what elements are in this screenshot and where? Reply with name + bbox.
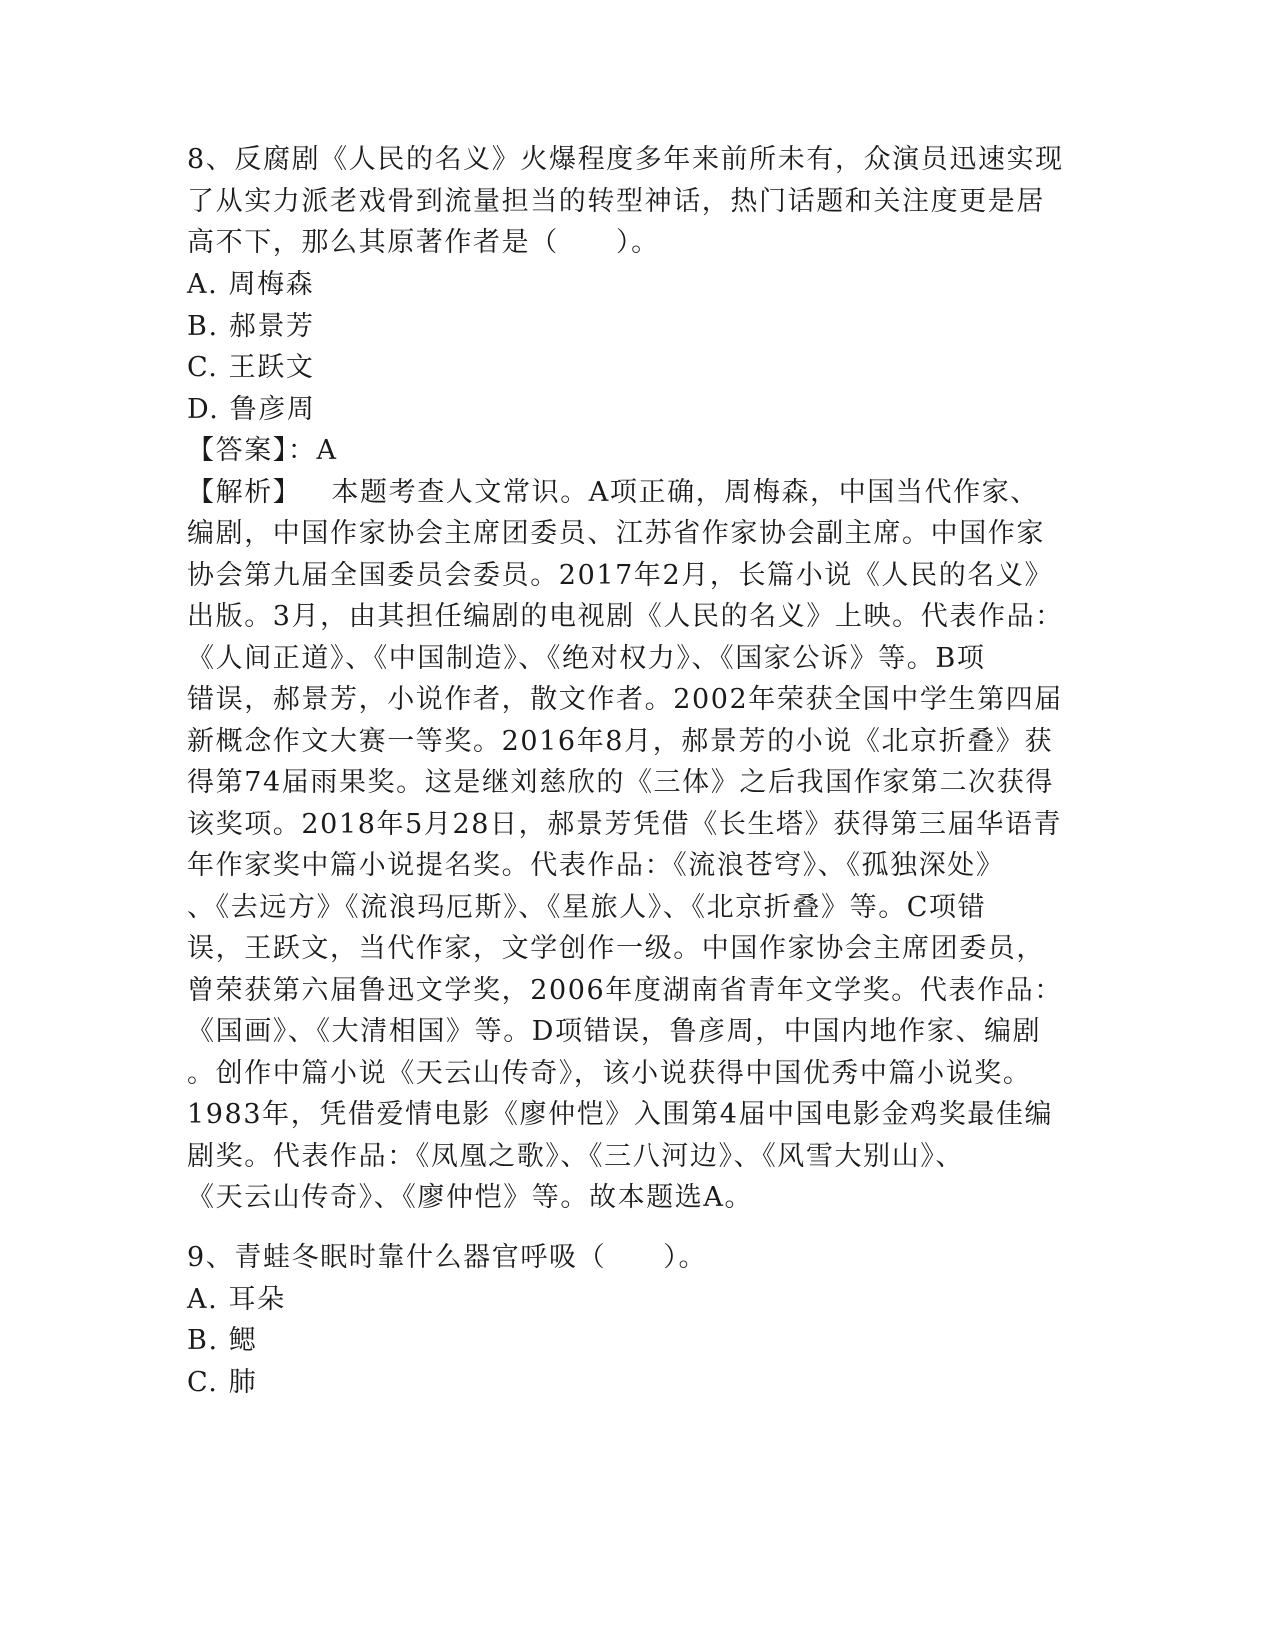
analysis-label: 【解析】 xyxy=(187,477,302,508)
q8-option-a: A. 周梅森 xyxy=(187,269,315,300)
analysis-line: 《国画》、《大清相国》等。D项错误，鲁彦周，中国内地作家、编剧 xyxy=(187,1016,1042,1047)
analysis-line: 出版。3月，由其担任编剧的电视剧《人民的名义》上映。代表作品： xyxy=(187,601,1064,632)
analysis-line: 曾荣获第六届鲁迅文学奖，2006年度湖南省青年文学奖。代表作品： xyxy=(187,975,1063,1006)
analysis-line: 剧奖。代表作品：《凤凰之歌》、《三八河边》、《风雪大别山》、 xyxy=(187,1141,964,1172)
analysis-line: 误，王跃文，当代作家，文学创作一级。中国作家协会主席团委员， xyxy=(187,933,1045,964)
analysis-line: 得第74届雨果奖。这是继刘慈欣的《三体》之后我国作家第二次获得 xyxy=(187,767,1054,798)
analysis-line: 错误，郝景芳，小说作者，散文作者。2002年荣获全国中学生第四届 xyxy=(187,684,1063,715)
analysis-line: 。创作中篇小说《天云山传奇》，该小说获得中国优秀中篇小说奖。 xyxy=(187,1058,1032,1089)
q8-stem-line: 了从实力派老戏骨到流量担当的转型神话，热门话题和关注度更是居 xyxy=(187,186,1045,217)
q8-stem-line: 高不下，那么其原著作者是（ ）。 xyxy=(187,227,660,258)
analysis-line: 新概念作文大赛一等奖。2016年8月，郝景芳的小说《北京折叠》获 xyxy=(187,726,1054,757)
analysis-text: 本题考查人文常识。A项正确，周梅森，中国当代作家、 xyxy=(331,477,1039,508)
analysis-line: 该奖项。2018年5月28日，郝景芳凭借《长生塔》获得第三届华语青 xyxy=(187,809,1063,840)
q9-option-c: C. 肺 xyxy=(187,1367,258,1398)
answer-label: 【答案】： xyxy=(187,435,317,466)
analysis-line: 、《去远方》《流浪玛厄斯》、《星旅人》、《北京折叠》等。C项错 xyxy=(187,892,987,923)
analysis-line: 编剧，中国作家协会主席团委员、江苏省作家协会副主席。中国作家 xyxy=(187,518,1045,549)
answer-value: A xyxy=(316,435,338,466)
analysis-line: 《人间正道》、《中国制造》、《绝对权力》、《国家公诉》等。B项 xyxy=(187,643,986,674)
q8-analysis-first-line xyxy=(187,475,1039,511)
analysis-line: 协会第九届全国委员会委员。2017年2月，长篇小说《人民的名义》 xyxy=(187,560,1054,591)
q9-option-b: B. 鳃 xyxy=(187,1325,258,1356)
q9-stem: 9、青蛙冬眠时靠什么器官呼吸（ ）。 xyxy=(187,1242,708,1273)
analysis-line: 1983年，凭借爱情电影《廖仲恺》入围第4届中国电影金鸡奖最佳编 xyxy=(187,1099,1054,1130)
analysis-line: 《天云山传奇》、《廖仲恺》等。故本题选A。 xyxy=(187,1182,754,1213)
analysis-line: 年作家奖中篇小说提名奖。代表作品：《流浪苍穹》、《孤独深处》 xyxy=(187,850,1005,881)
q9-option-a: A. 耳朵 xyxy=(187,1284,286,1315)
q8-answer xyxy=(187,433,338,469)
q8-option-c: C. 王跃文 xyxy=(187,352,315,383)
q8-option-d: D. 鲁彦周 xyxy=(187,394,316,425)
q8-option-b: B. 郝景芳 xyxy=(187,311,315,342)
q8-stem-line: 8、反腐剧《人民的名义》火爆程度多年来前所未有，众演员迅速实现 xyxy=(187,144,1064,175)
